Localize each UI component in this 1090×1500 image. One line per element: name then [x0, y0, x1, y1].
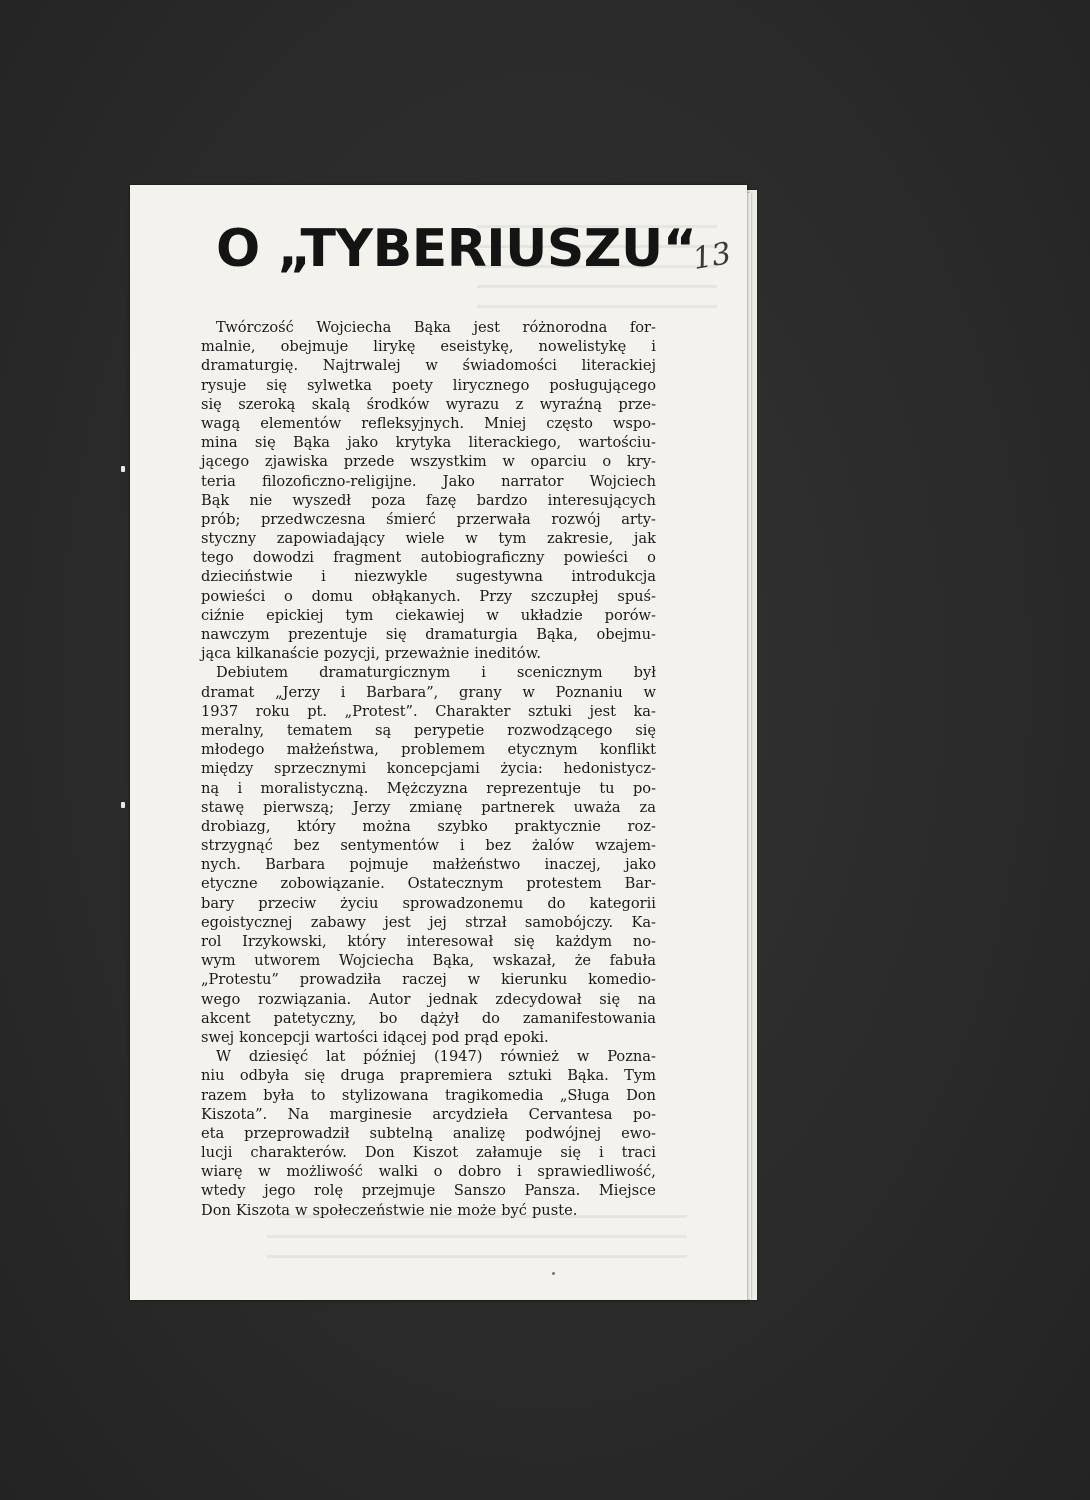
- text-line: eta przeprowadził subtelną analizę podwójnej ewo-: [201, 1124, 656, 1142]
- text-line: Debiutem dramaturgicznym i scenicznym był: [216, 664, 656, 682]
- text-line: powieści o domu obłąkanych. Przy szczupłej spuś-: [201, 587, 656, 605]
- text-line: Don Kiszota w społeczeństwie nie może być puste.: [201, 1201, 578, 1219]
- text-line: wego rozwiązania. Autor jednak zdecydował się na: [201, 990, 656, 1008]
- text-line: akcent patetyczny, bo dążył do zamanifestowania: [201, 1009, 656, 1027]
- text-line: mina się Bąka jako krytyka literackiego, wartościu-: [201, 434, 656, 452]
- text-line: Twórczość Wojciecha Bąka jest różnorodna for-: [216, 319, 656, 336]
- text-line: 1937 roku pt. „Protest”. Charakter sztuki jest ka-: [201, 702, 656, 720]
- text-line: malnie, obejmuje lirykę eseistykę, nowelistykę i: [201, 338, 656, 356]
- page-edge-mark: [121, 802, 125, 808]
- text-line: stawę pierwszą; Jerzy zmianę partnerek uważa za: [201, 798, 656, 816]
- text-line: jącego zjawiska przede wszystkim w oparciu o kry-: [201, 453, 656, 471]
- text-line: W dziesięć lat później (1947) również w Pozna-: [216, 1048, 656, 1066]
- text-line: bary przeciw życiu sprowadzonemu do kategorii: [201, 894, 656, 912]
- text-line: nych. Barbara pojmuje małżeństwo inaczej, jako: [201, 856, 656, 874]
- text-line: wtedy jego rolę przejmuje Sanszo Pansza. Miejsce: [201, 1182, 656, 1200]
- text-line: rysuje się sylwetka poety lirycznego posługującego: [201, 376, 656, 394]
- page-edge-mark: [121, 466, 125, 472]
- article-body: [201, 318, 656, 1220]
- text-line: rol Irzykowski, który interesował się każdym no-: [201, 933, 656, 950]
- text-line: ciźnie epickiej tym ciekawiej w układzie porów-: [201, 606, 656, 624]
- text-line: lucji charakterów. Don Kiszot załamuje się i traci: [201, 1144, 656, 1162]
- text-line: dramat „Jerzy i Barbara”, grany w Poznaniu w: [201, 683, 656, 701]
- text-line: styczny zapowiadający wiele w tym zakresie, jak: [201, 530, 656, 548]
- text-line: wagą elementów refleksyjnych. Mniej często wspo-: [201, 414, 656, 432]
- text-line: między sprzecznymi koncepcjami życia: hedonistycz-: [201, 760, 656, 778]
- text-line: razem była to stylizowana tragikomedia „Sługa Don: [201, 1086, 656, 1104]
- text-line: wym utworem Wojciecha Bąka, wskazał, że fabuła: [201, 952, 656, 970]
- text-line: niu odbyła się druga prapremiera sztuki Bąka. Tym: [201, 1067, 656, 1085]
- text-line: nawczym prezentuje się dramaturgia Bąka, obejmu-: [201, 626, 656, 643]
- text-line: jąca kilkanaście pozycji, przeważnie ineditów.: [201, 645, 541, 663]
- text-line: się szeroką skalą środków wyrazu z wyraźną prze-: [201, 395, 656, 413]
- text-line: wiarę w możliwość walki o dobro i sprawiedliwość,: [201, 1163, 656, 1181]
- text-line: teria filozoficzno-religijne. Jako narrator Wojciech: [201, 472, 656, 490]
- article-title: O „TYBERIUSZU“: [216, 219, 697, 279]
- text-line: prób; przedwczesna śmierć przerwała rozwój arty-: [201, 510, 656, 528]
- text-line: egoistycznej zabawy jest jej strzał samobójczy. Ka-: [201, 913, 656, 931]
- document-page: [130, 185, 747, 1300]
- text-line: ną i moralistyczną. Mężczyzna reprezentuje tu po-: [201, 779, 656, 797]
- ink-speck: [552, 1272, 555, 1275]
- text-line: tego dowodzi fragment autobiograficzny powieści o: [201, 549, 656, 567]
- text-line: dramaturgię. Najtrwalej w świadomości literackiej: [201, 357, 656, 375]
- text-line: dzieciństwie i niezwykle sugestywna introdukcja: [201, 568, 656, 586]
- text-line: drobiazg, który można szybko praktycznie roz-: [201, 817, 656, 835]
- text-line: swej koncepcji wartości idącej pod prąd epoki.: [201, 1028, 549, 1046]
- text-line: meralny, tematem są perypetie rozwodzącego się: [201, 721, 656, 739]
- text-line: Bąk nie wyszedł poza fazę bardzo interesujących: [201, 491, 656, 509]
- text-line: etyczne zobowiązanie. Ostatecznym protestem Bar-: [201, 875, 656, 893]
- text-line: młodego małżeństwa, problemem etycznym konflikt: [201, 741, 656, 759]
- show-through-text: [267, 1215, 687, 1265]
- text-line: „Protestu” prowadziła raczej w kierunku komedio-: [201, 971, 656, 989]
- text-line: strzygnąć bez sentymentów i bez żalów wzajem-: [201, 837, 656, 855]
- text-line: Kiszota”. Na marginesie arcydzieła Cervantesa po-: [201, 1105, 656, 1123]
- handwritten-page-number: 13: [690, 235, 734, 278]
